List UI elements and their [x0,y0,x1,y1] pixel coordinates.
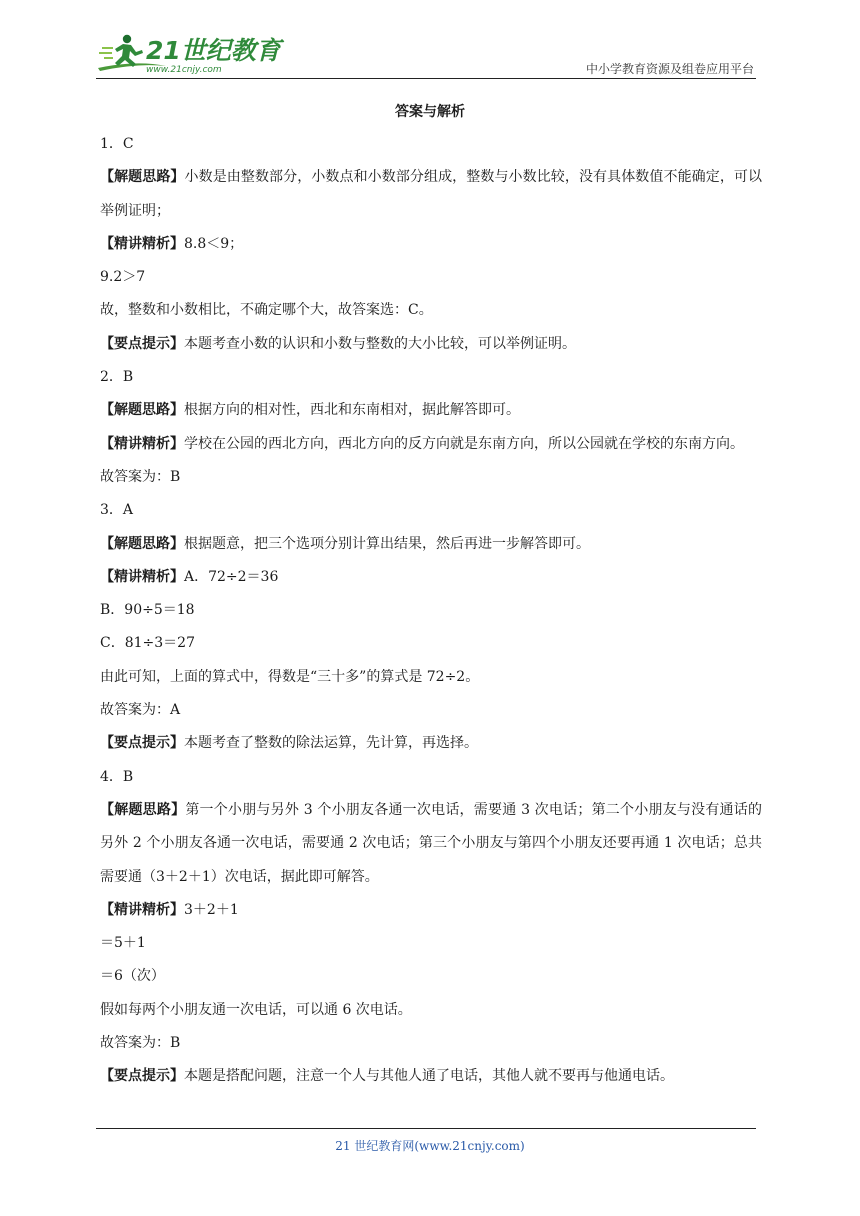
line-text: 本题考查小数的认识和小数与整数的大小比较，可以举例证明。 [184,335,576,352]
section-line [100,561,762,594]
section-tag: 【精讲精析】 [100,901,184,918]
line-text: 故答案为：A [100,702,181,719]
line-text: 本题考查了整数的除法运算，先计算，再选择。 [184,735,478,752]
line-text: 4．B [100,768,134,785]
svg-text:www.21cnjy.com: www.21cnjy.com [146,65,222,75]
line-text: 故，整数和小数相比，不确定哪个大，故答案选：C。 [100,302,433,319]
section-line [100,727,762,760]
footer-divider [96,1128,756,1129]
section-tag: 【解题思路】 [100,169,185,186]
footer-text: 21 世纪教育网(www.21cnjy.com) [335,1139,525,1153]
text-line [100,361,762,394]
line-text: 根据题意，把三个选项分别计算出结果，然后再进一步解答即可。 [184,535,590,552]
line-text: 3＋2＋1 [184,901,239,918]
text-line [100,461,762,494]
section-line [100,1060,762,1093]
page-title: 答案与解析 [395,104,465,120]
line-text: 假如每两个小朋友通一次电话，可以通 6 次电话。 [100,1001,412,1018]
text-line [100,761,762,794]
section-line [100,428,762,461]
line-text: 3．A [100,502,134,519]
section-line [100,394,762,427]
line-text: 2．B [100,369,134,386]
svg-text:21世纪教育: 21世纪教育 [146,36,281,65]
line-text: A．72÷2＝36 [184,568,279,585]
text-line [100,261,762,294]
line-text: 根据方向的相对性，西北和东南相对，据此解答即可。 [184,402,520,419]
section-tag: 【精讲精析】 [100,435,184,452]
section-line [100,528,762,561]
line-text: 1．C [100,136,134,152]
text-line [100,927,762,960]
header-divider [96,78,756,79]
text-line [100,128,762,161]
line-text: 小数是由整数部分，小数点和小数部分组成，整数与小数比较，没有具体数值不能确定，可以举例证明； [100,169,763,219]
line-text: 由此可知，上面的算式中，得数是“三十多”的算式是 72÷2。 [100,668,480,685]
line-text: ＝5＋1 [100,935,146,952]
section-tag: 【要点提示】 [100,335,184,352]
line-text: 第一个小朋与另外 3 个小朋友各通一次电话，需要通 3 次电话；第二个小朋友与没有通话的另外 2 个小朋友各通一次电话，需要通 2 次电话；第三个小朋友与第四个小朋友还要再通 1 次电话；总共需要通（3＋2＋1）次电话，据此即可解答。 [100,801,762,885]
text-line [100,994,762,1027]
section-line [100,894,762,927]
text-line [100,494,762,527]
text-line [100,1027,762,1060]
section-line [100,794,762,894]
text-line [100,594,762,627]
platform-name: 中小学教育资源及组卷应用平台 [585,62,754,76]
section-tag: 【精讲精析】 [100,235,184,252]
section-line [100,228,762,261]
line-text: 本题是搭配问题，注意一个人与其他人通了电话，其他人就不要再与他通电话。 [184,1068,674,1085]
section-tag: 【要点提示】 [100,735,184,752]
runner-logo-icon [96,30,281,76]
answer-content [100,128,762,1094]
section-tag: 【解题思路】 [100,801,186,818]
section-tag: 【精讲精析】 [100,568,184,585]
text-line [100,627,762,660]
text-line [100,960,762,993]
text-line [100,661,762,694]
section-tag: 【解题思路】 [100,402,184,419]
site-logo [96,30,281,76]
line-text: B．90÷5＝18 [100,602,195,619]
section-tag: 【要点提示】 [100,1068,184,1085]
line-text: 9.2＞7 [100,269,146,286]
line-text: ＝6（次） [100,968,165,985]
line-text: 学校在公园的西北方向，西北方向的反方向就是东南方向，所以公园就在学校的东南方向。 [184,435,744,452]
section-tag: 【解题思路】 [100,535,184,552]
text-line [100,294,762,327]
text-line [100,694,762,727]
line-text: C．81÷3＝27 [100,635,195,652]
section-line [100,328,762,361]
page-header [96,30,756,78]
line-text: 故答案为：B [100,1035,181,1052]
section-line [100,161,762,228]
line-text: 故答案为：B [100,468,181,485]
line-text: 8.8＜9； [184,235,244,252]
